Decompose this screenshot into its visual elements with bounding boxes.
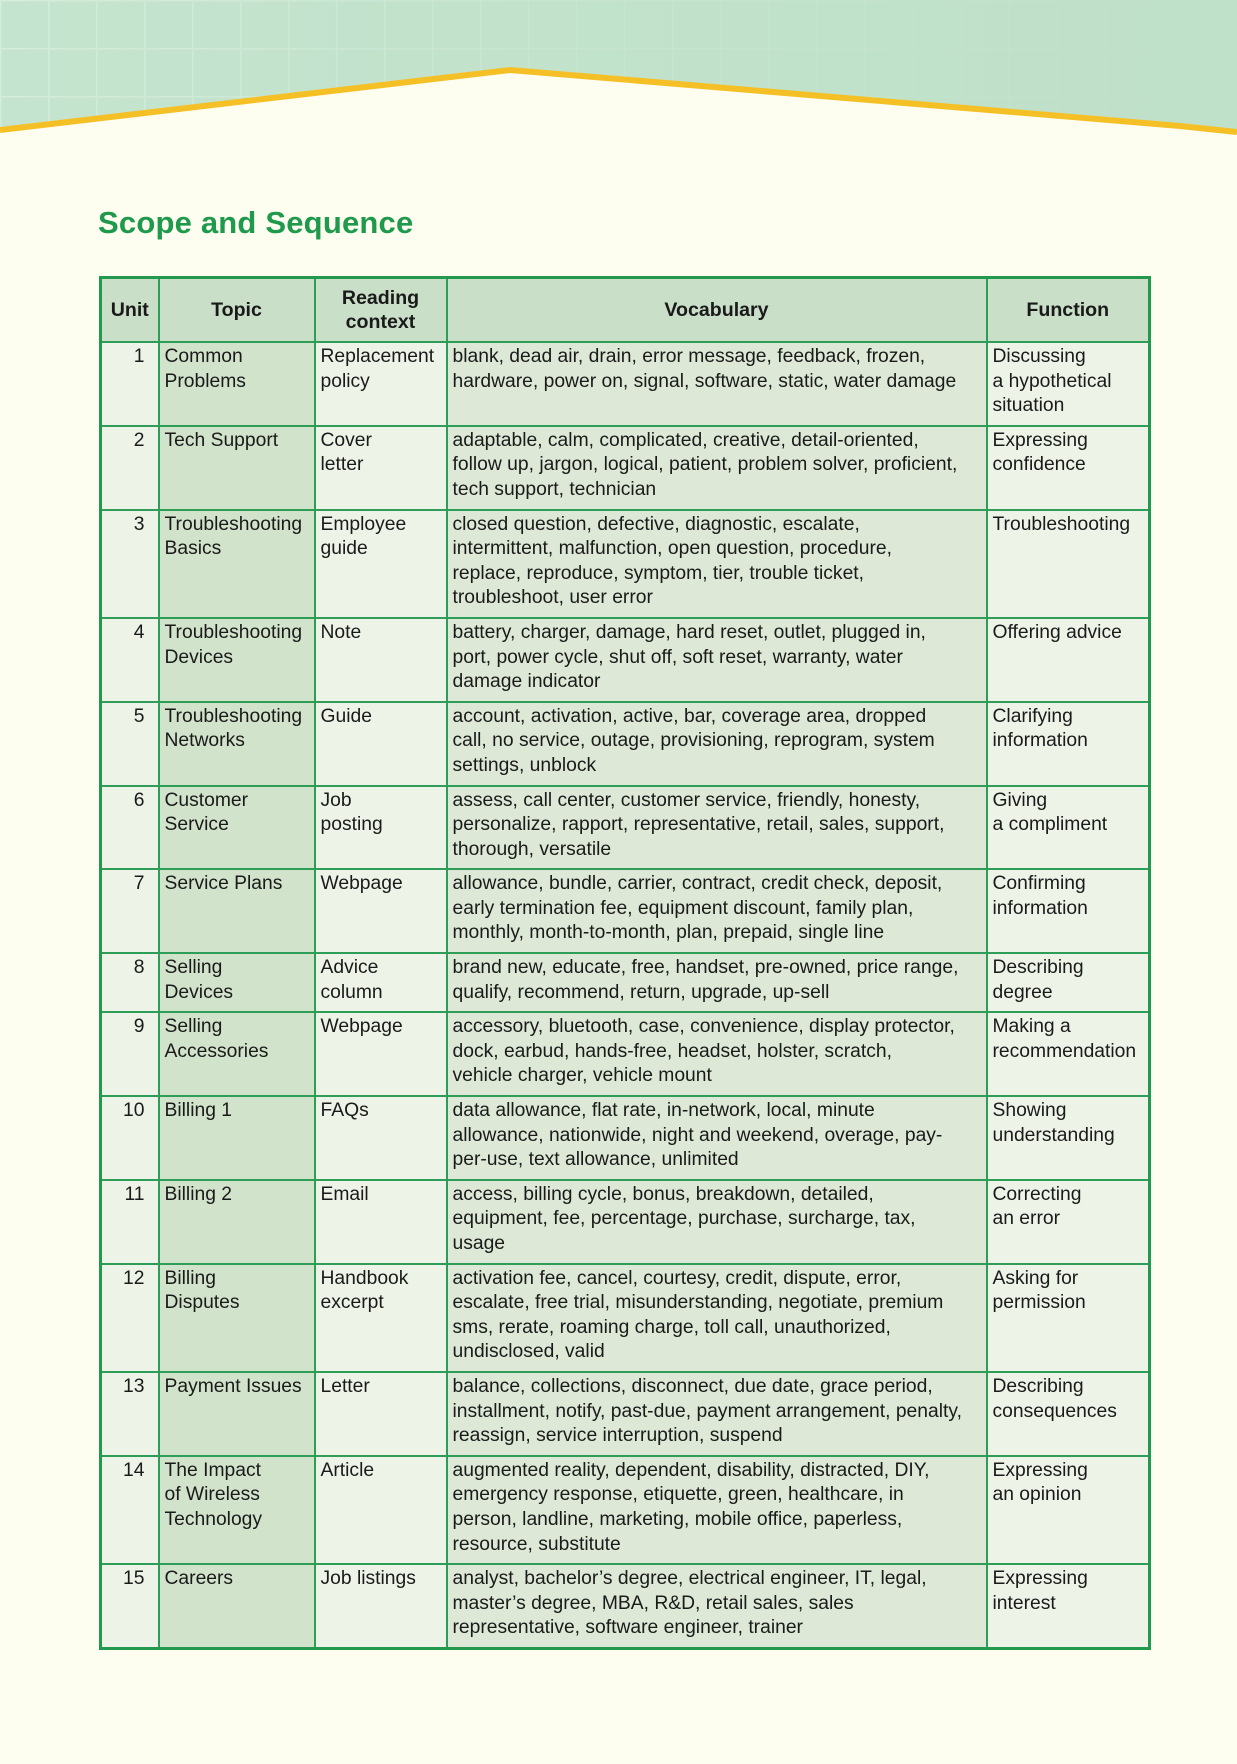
function-line: Describing	[992, 957, 1084, 979]
vocabulary-cell	[447, 510, 987, 618]
vocabulary-line: analyst, bachelor’s degree, electrical engineer, IT, legal,	[452, 1568, 927, 1590]
vocabulary-line: escalate, free trial, misunderstanding, negotiate, premium	[452, 1292, 944, 1314]
reading-context-cell	[315, 1096, 447, 1180]
reading-context-cell	[315, 1564, 447, 1648]
reading-context-cell	[315, 1264, 447, 1372]
topic-cell	[159, 1264, 315, 1372]
function-line: confidence	[992, 454, 1086, 476]
function-line: permission	[992, 1292, 1086, 1314]
function-cell	[987, 1012, 1150, 1096]
function-cell	[987, 702, 1150, 786]
topic-line: Selling	[164, 1016, 223, 1038]
function-line: Confirming	[992, 873, 1086, 895]
unit-cell: 15	[101, 1564, 159, 1648]
function-cell	[987, 786, 1150, 870]
vocabulary-line: dock, earbud, hands-free, headset, holster, scratch,	[452, 1040, 892, 1062]
vocabulary-line: battery, charger, damage, hard reset, outlet, plugged in,	[452, 621, 926, 643]
topic-cell	[159, 426, 315, 510]
vocabulary-line: closed question, defective, diagnostic, escalate,	[452, 513, 860, 535]
topic-line: Common	[164, 346, 243, 367]
unit-cell: 7	[101, 869, 159, 953]
function-line: an error	[992, 1208, 1061, 1230]
function-cell	[987, 342, 1150, 426]
vocabulary-line: sms, rerate, roaming charge, toll call, unauthorized,	[452, 1316, 891, 1338]
unit-cell: 4	[101, 618, 159, 702]
function-line: an opinion	[992, 1484, 1082, 1506]
vocabulary-line: account, activation, active, bar, coverage area, dropped	[452, 705, 927, 727]
unit-cell: 10	[101, 1096, 159, 1180]
topic-line: Troubleshooting	[164, 513, 303, 535]
reading-context-line: Cover	[320, 429, 372, 451]
vocabulary-cell	[447, 702, 987, 786]
topic-line: Customer	[164, 789, 249, 811]
function-line: degree	[992, 981, 1053, 1003]
vocabulary-line: allowance, nationwide, night and weekend, overage, pay-	[452, 1124, 943, 1146]
function-cell	[987, 953, 1150, 1012]
vocabulary-line: accessory, bluetooth, case, convenience, display protector,	[452, 1016, 955, 1038]
unit-cell: 3	[101, 510, 159, 618]
reading-context-line: Replacement	[320, 346, 435, 367]
vocabulary-line: port, power cycle, shut off, soft reset, warranty, water	[452, 646, 903, 668]
function-line: Asking for	[992, 1267, 1079, 1289]
reading-context-cell	[315, 1180, 447, 1264]
function-cell	[987, 869, 1150, 953]
vocabulary-line: per-use, text allowance, unlimited	[452, 1149, 739, 1171]
topic-cell	[159, 702, 315, 786]
vocabulary-line: allowance, bundle, carrier, contract, credit check, deposit,	[452, 873, 943, 895]
unit-cell: 14	[101, 1456, 159, 1564]
topic-line: Problems	[164, 370, 246, 392]
function-line: Correcting	[992, 1183, 1082, 1205]
reading-context-line: policy	[320, 370, 370, 392]
reading-context-cell	[315, 786, 447, 870]
vocabulary-line: monthly, month-to-month, plan, prepaid, single line	[452, 922, 885, 944]
topic-line: Tech Support	[164, 429, 279, 451]
topic-line: Billing 2	[164, 1183, 233, 1205]
vocabulary-line: representative, software engineer, trainer	[452, 1617, 803, 1639]
topic-line: of Wireless	[164, 1484, 260, 1506]
topic-cell	[159, 1096, 315, 1180]
vocabulary-cell	[447, 1456, 987, 1564]
topic-cell	[159, 786, 315, 870]
scope-sequence-table	[99, 276, 1151, 1650]
reading-context-cell	[315, 1456, 447, 1564]
function-cell	[987, 1564, 1150, 1648]
reading-context-line: column	[320, 981, 383, 1003]
topic-line: Service	[164, 814, 229, 836]
topic-line: Devices	[164, 981, 234, 1003]
reading-context-line: Email	[320, 1183, 369, 1205]
vocabulary-line: undisclosed, valid	[452, 1341, 605, 1363]
function-line: information	[992, 730, 1088, 752]
topic-cell	[159, 953, 315, 1012]
vocabulary-line: call, no service, outage, provisioning, reprogram, system	[452, 730, 935, 752]
vocabulary-line: troubleshoot, user error	[452, 587, 653, 609]
reading-context-line: letter	[320, 454, 364, 476]
page-title: Scope and Sequence	[98, 205, 414, 240]
vocabulary-line: equipment, fee, percentage, purchase, surcharge, tax,	[452, 1208, 916, 1230]
vocabulary-cell	[447, 618, 987, 702]
vocabulary-line: emergency response, etiquette, green, healthcare, in	[452, 1484, 904, 1506]
function-line: Offering advice	[992, 621, 1122, 643]
vocabulary-cell	[447, 869, 987, 953]
function-line: Expressing	[992, 1459, 1088, 1481]
topic-line: Basics	[164, 538, 222, 560]
reading-context-line: Note	[320, 621, 362, 643]
vocabulary-cell	[447, 1372, 987, 1456]
vocabulary-line: resource, substitute	[452, 1533, 621, 1555]
topic-cell	[159, 1372, 315, 1456]
vocabulary-line: access, billing cycle, bonus, breakdown, detailed,	[452, 1183, 874, 1205]
reading-context-line: Article	[320, 1459, 375, 1481]
vocabulary-cell	[447, 1096, 987, 1180]
header-decoration	[0, 0, 1237, 150]
topic-cell	[159, 869, 315, 953]
function-line: recommendation	[992, 1040, 1137, 1062]
unit-cell: 13	[101, 1372, 159, 1456]
function-cell	[987, 1096, 1150, 1180]
header-topic: Topic	[159, 278, 315, 343]
header-reading-line1: Reading	[341, 287, 420, 309]
header-function: Function	[987, 278, 1150, 343]
table-row	[101, 786, 1150, 870]
function-line: Making a	[992, 1016, 1071, 1038]
reading-context-cell	[315, 510, 447, 618]
table-row	[101, 869, 1150, 953]
function-line: understanding	[992, 1124, 1115, 1146]
vocabulary-line: replace, reproduce, symptom, tier, trouble ticket,	[452, 562, 865, 584]
topic-cell	[159, 1564, 315, 1648]
reading-context-line: Employee	[320, 513, 407, 535]
reading-context-line: excerpt	[320, 1292, 384, 1314]
table-row	[101, 618, 1150, 702]
vocabulary-cell	[447, 953, 987, 1012]
topic-line: Careers	[164, 1568, 234, 1590]
vocabulary-cell	[447, 1564, 987, 1648]
function-line: consequences	[992, 1400, 1117, 1422]
reading-context-cell	[315, 342, 447, 426]
topic-cell	[159, 342, 315, 426]
topic-line: Service Plans	[164, 873, 283, 895]
function-line: information	[992, 897, 1088, 919]
function-line: Expressing	[992, 429, 1088, 451]
vocabulary-line: master’s degree, MBA, R&D, retail sales, sales	[452, 1592, 854, 1614]
table-row	[101, 1012, 1150, 1096]
unit-cell: 1	[101, 342, 159, 426]
vocabulary-line: intermittent, malfunction, open question, procedure,	[452, 538, 892, 560]
topic-line: Billing	[164, 1267, 216, 1289]
function-cell	[987, 1180, 1150, 1264]
unit-cell: 5	[101, 702, 159, 786]
header-reading-line2: context	[345, 311, 416, 333]
function-line: Expressing	[992, 1568, 1088, 1590]
table-row	[101, 702, 1150, 786]
function-cell	[987, 618, 1150, 702]
topic-cell	[159, 618, 315, 702]
vocabulary-line: augmented reality, dependent, disability, distracted, DIY,	[452, 1459, 930, 1481]
reading-context-line: Letter	[320, 1375, 370, 1397]
function-line: situation	[992, 395, 1065, 417]
reading-context-cell	[315, 618, 447, 702]
vocabulary-line: brand new, educate, free, handset, pre-owned, price range,	[452, 957, 959, 979]
unit-cell: 6	[101, 786, 159, 870]
function-line: Showing	[992, 1100, 1067, 1122]
reading-context-cell	[315, 702, 447, 786]
function-cell	[987, 1264, 1150, 1372]
topic-cell	[159, 1180, 315, 1264]
function-line: Discussing	[992, 346, 1086, 367]
topic-line: Payment Issues	[164, 1375, 302, 1397]
reading-context-cell	[315, 953, 447, 1012]
topic-line: Devices	[164, 646, 234, 668]
topic-cell	[159, 1012, 315, 1096]
unit-cell: 2	[101, 426, 159, 510]
header-vocabulary: Vocabulary	[447, 278, 987, 343]
vocabulary-cell	[447, 426, 987, 510]
topic-line: Billing 1	[164, 1100, 233, 1122]
vocabulary-line: thorough, versatile	[452, 838, 612, 860]
unit-cell: 8	[101, 953, 159, 1012]
function-line: Troubleshooting	[992, 513, 1131, 535]
topic-line: Troubleshooting	[164, 621, 303, 643]
topic-line: Networks	[164, 730, 245, 752]
reading-context-line: Job	[320, 789, 352, 811]
reading-context-cell	[315, 1372, 447, 1456]
vocabulary-cell	[447, 1180, 987, 1264]
vocabulary-line: balance, collections, disconnect, due date, grace period,	[452, 1375, 933, 1397]
reading-context-cell	[315, 426, 447, 510]
vocabulary-line: activation fee, cancel, courtesy, credit, dispute, error,	[452, 1267, 902, 1289]
table-row	[101, 1564, 1150, 1648]
header-unit: Unit	[101, 278, 159, 343]
vocabulary-line: usage	[452, 1233, 506, 1254]
vocabulary-line: hardware, power on, signal, software, static, water damage	[452, 370, 957, 392]
function-line: Clarifying	[992, 705, 1073, 727]
function-cell	[987, 1456, 1150, 1564]
topic-line: Accessories	[164, 1040, 269, 1062]
topic-line: Selling	[164, 957, 223, 979]
vocabulary-line: adaptable, calm, complicated, creative, detail-oriented,	[452, 429, 919, 451]
reading-context-cell	[315, 869, 447, 953]
vocabulary-line: vehicle charger, vehicle mount	[452, 1065, 712, 1087]
reading-context-line: posting	[320, 814, 383, 836]
vocabulary-line: follow up, jargon, logical, patient, problem solver, proficient,	[452, 454, 958, 476]
table-body	[101, 342, 1150, 1648]
vocabulary-line: reassign, service interruption, suspend	[452, 1425, 783, 1447]
function-cell	[987, 1372, 1150, 1456]
unit-cell: 11	[101, 1180, 159, 1264]
topic-line: Troubleshooting	[164, 705, 303, 727]
reading-context-line: Advice	[320, 957, 379, 979]
vocabulary-line: settings, unblock	[452, 754, 597, 776]
function-line: Giving	[992, 789, 1048, 811]
function-line: Describing	[992, 1375, 1084, 1397]
table-row	[101, 426, 1150, 510]
vocabulary-line: early termination fee, equipment discount, family plan,	[452, 897, 914, 919]
vocabulary-line: assess, call center, customer service, friendly, honesty,	[452, 789, 921, 811]
function-line: interest	[992, 1592, 1056, 1614]
table-row	[101, 510, 1150, 618]
table-row	[101, 1264, 1150, 1372]
topic-cell	[159, 510, 315, 618]
function-cell	[987, 426, 1150, 510]
topic-line: Technology	[164, 1508, 263, 1530]
topic-cell	[159, 1456, 315, 1564]
vocabulary-line: installment, notify, past-due, payment arrangement, penalty,	[452, 1400, 962, 1422]
table-row	[101, 1372, 1150, 1456]
header-reading-context	[315, 278, 447, 343]
vocabulary-cell	[447, 1264, 987, 1372]
vocabulary-line: qualify, recommend, return, upgrade, up-sell	[452, 981, 830, 1003]
reading-context-line: Guide	[320, 705, 372, 727]
vocabulary-line: damage indicator	[452, 671, 601, 693]
reading-context-line: FAQs	[320, 1100, 369, 1122]
vocabulary-line: tech support, technician	[452, 478, 657, 500]
table-row	[101, 953, 1150, 1012]
vocabulary-cell	[447, 786, 987, 870]
vocabulary-line: personalize, rapport, representative, retail, sales, support,	[452, 814, 945, 836]
vocabulary-cell	[447, 342, 987, 426]
table-row	[101, 1096, 1150, 1180]
reading-context-line: Webpage	[320, 1016, 403, 1038]
table-row	[101, 1456, 1150, 1564]
unit-cell: 9	[101, 1012, 159, 1096]
table-row	[101, 342, 1150, 426]
vocabulary-line: person, landline, marketing, mobile office, paperless,	[452, 1508, 903, 1530]
reading-context-cell	[315, 1012, 447, 1096]
unit-cell: 12	[101, 1264, 159, 1372]
topic-line: The Impact	[164, 1459, 261, 1481]
reading-context-line: Handbook	[320, 1267, 409, 1289]
function-line: a hypothetical	[992, 370, 1112, 392]
reading-context-line: guide	[320, 538, 368, 560]
function-cell	[987, 510, 1150, 618]
topic-line: Disputes	[164, 1292, 240, 1314]
vocabulary-line: blank, dead air, drain, error message, feedback, frozen,	[452, 346, 926, 367]
table-row	[101, 1180, 1150, 1264]
vocabulary-line: data allowance, flat rate, in-network, local, minute	[452, 1100, 875, 1122]
vocabulary-cell	[447, 1012, 987, 1096]
reading-context-line: Webpage	[320, 873, 403, 895]
reading-context-line: Job listings	[320, 1568, 416, 1590]
function-line: a compliment	[992, 814, 1108, 836]
table-header-row	[101, 278, 1150, 343]
